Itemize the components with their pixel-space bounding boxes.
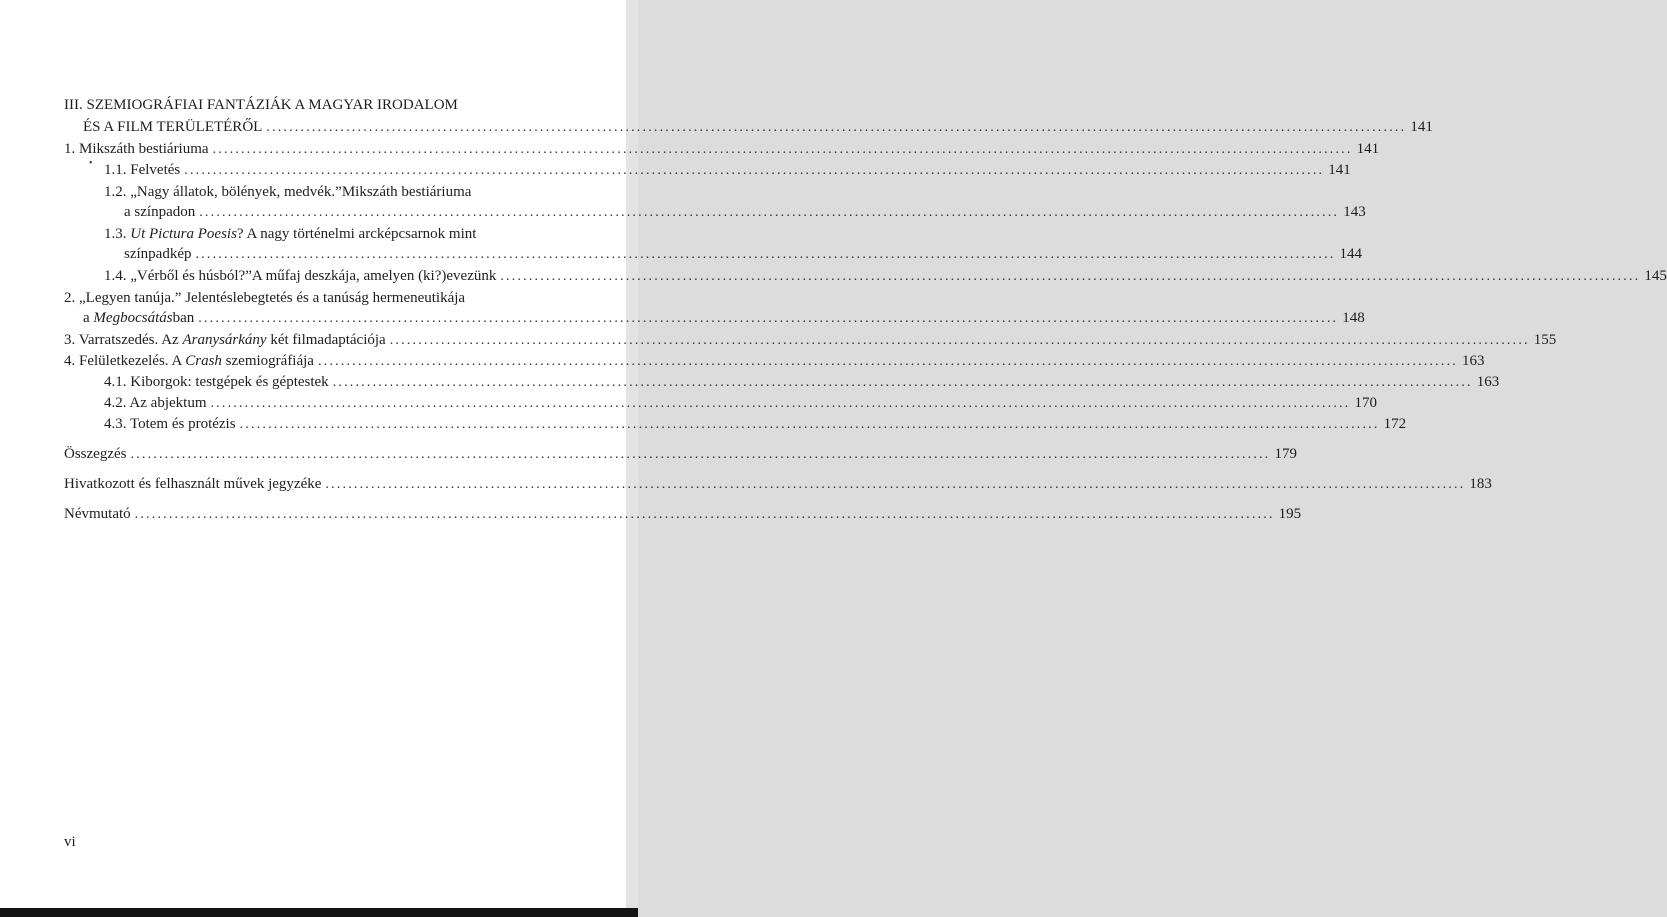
title-part: 4. Felületkezelés. A [64,353,186,369]
toc-entry-title: 1.4. „Vérből és húsból?”A műfaj deszkája, amelyen (ki?)evezünk [104,268,497,284]
toc-entry-s1-3b [124,244,1362,264]
toc-entry-s4 [64,351,1485,371]
dot-leader: ........................................................................................................................................................................................................ [198,311,1339,326]
page-number: 170 [1354,395,1377,411]
scan-edge-bottom [0,908,638,917]
title-part: a [83,310,94,326]
page-number: 155 [1533,332,1557,348]
toc-entry-title: 2. „Legyen tanúja.” Jelentéslebegtetés és a tanúság hermeneutikája [64,290,466,306]
title-part: ban [172,310,195,326]
toc-entry-title: 1. Mikszáth bestiáriuma [64,141,209,157]
dot-leader: ........................................................................................................................................................................................................ [134,507,1275,522]
page-number: 179 [1274,446,1297,462]
dot-leader: ........................................................................................................................................................................................................ [199,205,1340,220]
toc-entry-references [64,474,1492,494]
title-italic-part: Megbocsátás [93,310,173,326]
toc-entry-title: ÉS A FILM TERÜLETÉRŐL [83,119,263,135]
page-number: 195 [1278,506,1302,522]
toc-entry-s2b [83,308,1365,328]
dot-leader: ........................................................................................................................................................................................................ [500,269,1641,284]
toc-entry-s1-2b [124,202,1366,222]
title-part: ? A nagy történelmi arcképcsarnok mint [236,226,477,242]
page-number: 172 [1383,416,1407,432]
page-number: 163 [1461,353,1485,369]
toc-entry-s4-1 [104,372,1500,392]
toc-entry-s4-3 [104,414,1407,434]
toc-entry-title: a színpadon [124,204,196,220]
dot-leader: ........................................................................................................................................................................................................ [130,447,1271,462]
toc-entry-title: 1.1. Felvetés [104,162,181,178]
page-number: 183 [1469,476,1492,492]
dot-leader: ........................................................................................................................................................................................................ [212,142,1353,157]
page-number: 141 [1328,162,1351,178]
toc-entry-ch3-line2 [83,117,1433,137]
toc-entry-s4-2 [104,393,1377,413]
dot-leader: ........................................................................................................................................................................................................ [325,477,1466,492]
dot-leader: ........................................................................................................................................................................................................ [210,396,1351,411]
title-part: 3. Varratszedés. Az [64,332,183,348]
title-italic-part: Aranysárkány [182,332,267,348]
toc-entry-title [64,330,386,350]
page-number: 143 [1343,204,1366,220]
toc-entry-title [83,308,194,328]
toc-entry-s3 [64,330,1557,350]
dot-leader: ........................................................................................................................................................................................................ [266,120,1407,135]
toc-entry-title: színpadkép [124,246,192,262]
toc-entry-index [64,504,1302,524]
page-number: 144 [1339,246,1362,262]
toc-entry-title [104,224,476,244]
toc-entry-s1-2a [104,182,572,202]
toc-entry-s1 [64,139,1380,159]
dot-leader: ........................................................................................................................................................................................................ [239,417,1380,432]
toc-entry-title: 1.2. „Nagy állatok, bölények, medvék.”Mikszáth bestiáriuma [104,184,472,200]
chapter-heading: III. SZEMIOGRÁFIAI FANTÁZIÁK A MAGYAR IRODALOM [64,97,458,113]
page-number: 141 [1410,119,1433,135]
page-number: 163 [1476,374,1500,390]
toc-entry-title [64,351,314,371]
title-italic-part: Crash [185,353,222,369]
dot-leader: ........................................................................................................................................................................................................ [317,354,1458,369]
toc-entry-title: 4.2. Az abjektum [104,395,207,411]
toc-entry-s2a [64,288,572,308]
title-italic-part: Ut Pictura Poesis [130,226,237,242]
page-number: 145 [1644,268,1667,284]
title-part: szemiográfiája [221,353,314,369]
dot-leader: ........................................................................................................................................................................................................ [332,375,1473,390]
stray-bullet-mark: • [89,158,93,169]
toc-entry-s1-1 [104,160,1351,180]
toc-entry-title: Névmutató [64,506,131,522]
toc-entry-title: Hivatkozott és felhasznált művek jegyzéke [64,476,322,492]
page-folio: vi [64,834,76,850]
dot-leader: ........................................................................................................................................................................................................ [195,247,1336,262]
toc-entry-title: 4.1. Kiborgok: testgépek és géptestek [104,374,329,390]
toc-entry-s1-4 [104,266,1667,286]
toc-entry-summary [64,444,1297,464]
toc-entry-title: Összegzés [64,446,127,462]
title-part: két filmadaptációja [266,332,386,348]
toc-entry-s1-3a [104,224,572,244]
dot-leader: ........................................................................................................................................................................................................ [184,163,1325,178]
page-number: 148 [1342,310,1365,326]
dot-leader: ........................................................................................................................................................................................................ [389,333,1530,348]
title-part: 1.3. [104,226,131,242]
page-number: 141 [1356,141,1380,157]
toc-entry-title: 4.3. Totem és protézis [104,416,236,432]
